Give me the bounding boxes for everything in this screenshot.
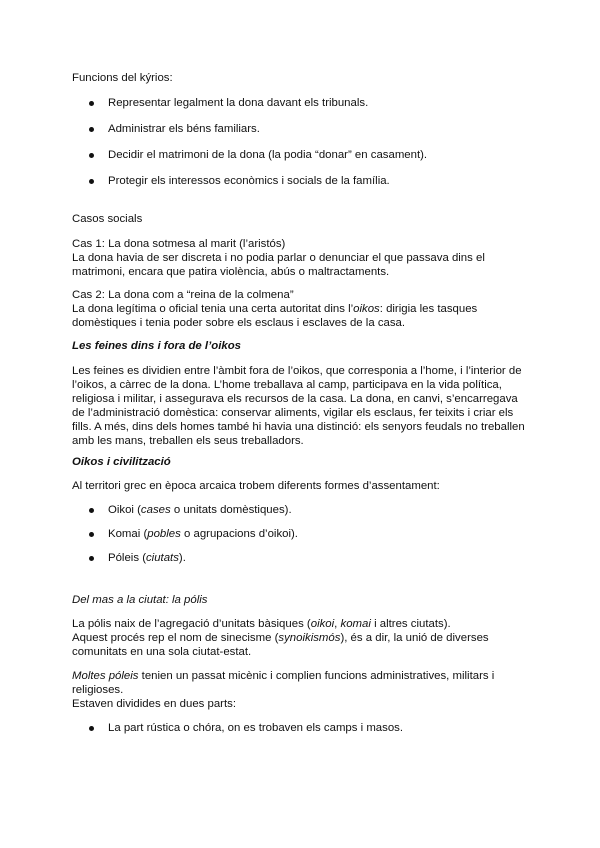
polis-parts-list xyxy=(72,721,532,745)
bullet-icon xyxy=(89,153,94,158)
list-item-text: Decidir el matrimoni de la dona (la podia “donar” en casament). xyxy=(108,149,428,161)
cas1-title: Cas 1: La dona sotmesa al marit (l’aristós) xyxy=(72,238,286,250)
polis-p2: Aquest procés rep el nom de sinecisme (synoikismós), és a dir, la unió de diverses comunitats en una sola ciutat-estat. xyxy=(72,632,489,658)
bullet-icon xyxy=(89,127,94,132)
list-item xyxy=(72,174,532,200)
cas1-text: La dona havia de ser discreta i no podia parlar o denunciar el que passava dins el matrimoni, encara que patira violència, abús o maltractaments. xyxy=(72,252,485,278)
bullet-icon xyxy=(89,179,94,184)
kyrios-list xyxy=(72,96,532,200)
feines-text: Les feines es dividien entre l’àmbit fora de l’oikos, que corresponia a l’home, i l’interior de l’oikos, a càrrec de la dona. L’home treballava al camp, participava en la vida política, religiosa i militar, i assegurava els recursos de la casa. La dona, en canvi, s’encarregava de l’administració domèstica: conservar aliments, vigilar els esclaus, fer teixits i criar els fills. A més, dins dels homes també hi havia una distinció: els senyors feudals no treballen amb les mans, treballen els seus treballadors. xyxy=(72,365,525,447)
list-item xyxy=(72,148,532,174)
list-item-text: Protegir els interessos econòmics i socials de la família. xyxy=(108,175,390,187)
feines-heading: Les feines dins i fora de l’oikos xyxy=(72,340,242,352)
list-item-text: La part rústica o chóra, on es trobaven els camps i masos. xyxy=(108,722,404,734)
bullet-icon xyxy=(89,556,94,561)
polis-p3: Moltes póleis tenien un passat micènic i complien funcions administratives, militars i religioses. xyxy=(72,670,495,696)
bullet-icon xyxy=(89,726,94,731)
list-item xyxy=(72,96,532,122)
bullet-icon xyxy=(89,532,94,537)
list-item: Komai (pobles o agrupacions d’oikoi). xyxy=(72,527,532,551)
settlement-list xyxy=(72,503,532,575)
list-item-text: Administrar els béns familiars. xyxy=(108,123,260,135)
civilitzacio-intro: Al territori grec en època arcaica trobem diferents formes d’assentament: xyxy=(72,480,440,492)
polis-p4: Estaven dividides en dues parts: xyxy=(72,698,236,710)
polis-p1: La pólis naix de l’agregació d’unitats bàsiques (oikoi, komai i altres ciutats). xyxy=(72,618,451,630)
kyrios-title: Funcions del kýrios: xyxy=(72,72,173,84)
bullet-icon xyxy=(89,508,94,513)
polis-heading: Del mas a la ciutat: la pólis xyxy=(72,594,208,606)
list-item: Oikoi (cases o unitats domèstiques). xyxy=(72,503,532,527)
civilitzacio-heading: Oikos i civilització xyxy=(72,456,171,468)
list-item xyxy=(72,122,532,148)
cas2-title: Cas 2: La dona com a “reina de la colmena” xyxy=(72,289,294,301)
casos-title: Casos socials xyxy=(72,213,143,225)
list-item-text: Representar legalment la dona davant els tribunals. xyxy=(108,97,369,109)
list-item xyxy=(72,721,532,745)
list-item: Póleis (ciutats). xyxy=(72,551,532,575)
cas2-text: La dona legítima o oficial tenia una certa autoritat dins l’oikos: dirigia les tasques domèstiques i tenia poder sobre els esclaus i esclaves de la casa. xyxy=(72,303,478,329)
bullet-icon xyxy=(89,101,94,106)
